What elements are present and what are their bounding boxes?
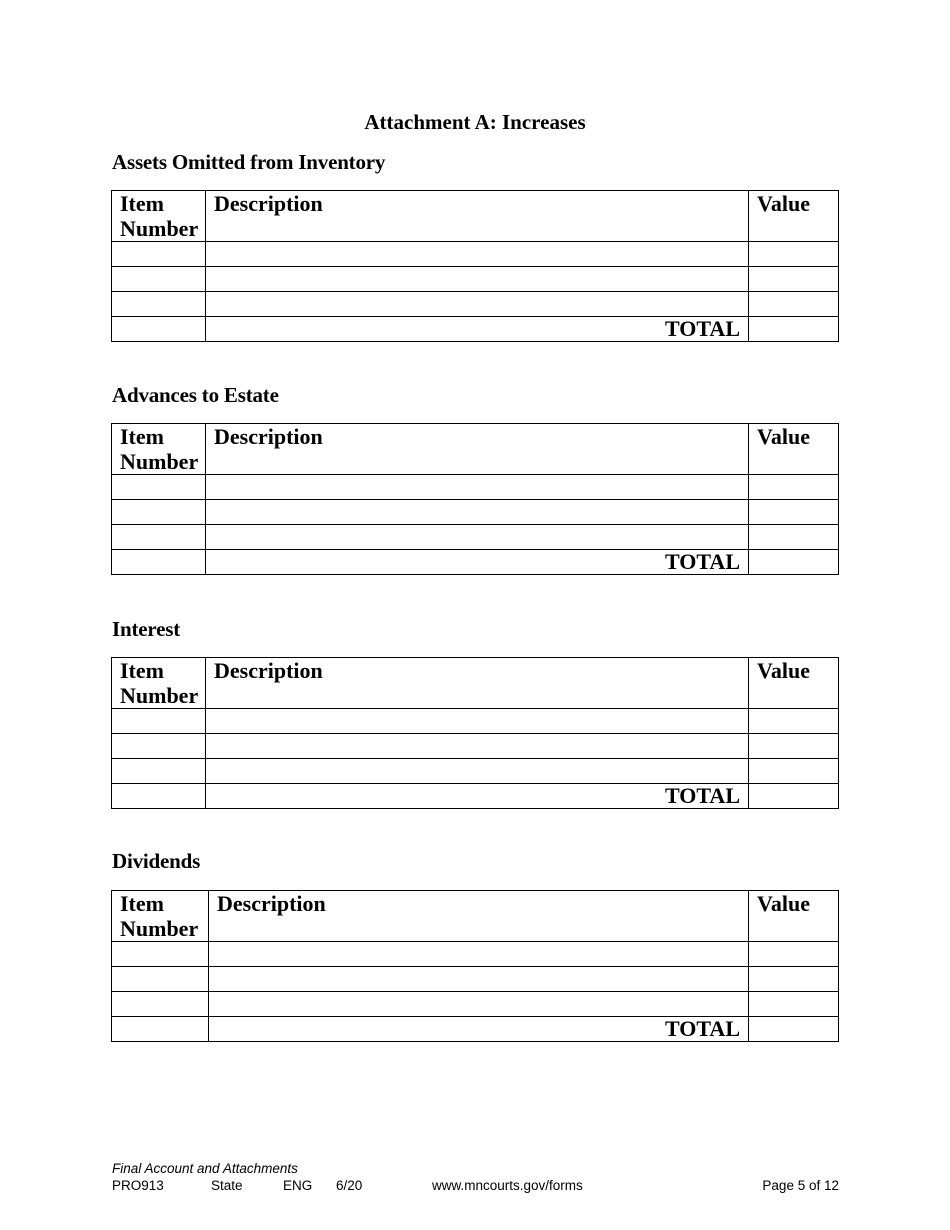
description-field[interactable]	[209, 992, 749, 1017]
total-item-cell	[112, 1017, 209, 1042]
section-heading-advances-to-estate: Advances to Estate	[112, 383, 279, 407]
table-row	[112, 759, 839, 784]
item-number-header: Item Number	[112, 191, 206, 242]
description-field[interactable]	[206, 500, 749, 525]
value-field[interactable]	[749, 709, 839, 734]
table-row	[112, 475, 839, 500]
total-row	[112, 1017, 839, 1042]
total-label: TOTAL	[206, 784, 749, 809]
item-number-field[interactable]	[112, 475, 206, 500]
value-field[interactable]	[749, 942, 839, 967]
footer-jurisdiction: State	[211, 1178, 243, 1193]
value-header: Value	[749, 658, 839, 709]
page-title: Attachment A: Increases	[364, 110, 586, 134]
total-row	[112, 784, 839, 809]
value-header: Value	[749, 424, 839, 475]
table-row	[112, 242, 839, 267]
description-field[interactable]	[209, 967, 749, 992]
total-item-cell	[112, 784, 206, 809]
item-number-field[interactable]	[112, 709, 206, 734]
total-value-field[interactable]	[749, 550, 839, 575]
item-number-field[interactable]	[112, 242, 206, 267]
description-field[interactable]	[206, 292, 749, 317]
total-label: TOTAL	[206, 317, 749, 342]
value-field[interactable]	[749, 242, 839, 267]
description-field[interactable]	[206, 709, 749, 734]
value-field[interactable]	[749, 992, 839, 1017]
item-number-field[interactable]	[112, 759, 206, 784]
advances-to-estate-table	[111, 423, 839, 575]
table-row	[112, 942, 839, 967]
footer-form-title: Final Account and Attachments	[112, 1161, 298, 1176]
value-field[interactable]	[749, 267, 839, 292]
section-heading-dividends: Dividends	[112, 849, 201, 873]
table-row	[112, 292, 839, 317]
interest-table	[111, 657, 839, 809]
footer-page-number: Page 5 of 12	[762, 1178, 839, 1193]
value-field[interactable]	[749, 967, 839, 992]
item-number-header: Item Number	[112, 658, 206, 709]
total-value-field[interactable]	[749, 784, 839, 809]
description-field[interactable]	[206, 759, 749, 784]
value-field[interactable]	[749, 759, 839, 784]
total-value-field[interactable]	[749, 1017, 839, 1042]
table-row	[112, 992, 839, 1017]
footer-website-link[interactable]: www.mncourts.gov/forms	[432, 1178, 583, 1193]
item-number-header: Item Number	[112, 891, 209, 942]
value-header: Value	[749, 891, 839, 942]
description-field[interactable]	[206, 475, 749, 500]
description-field[interactable]	[206, 242, 749, 267]
total-row	[112, 550, 839, 575]
table-row	[112, 267, 839, 292]
total-item-cell	[112, 550, 206, 575]
table-row	[112, 500, 839, 525]
item-number-field[interactable]	[112, 292, 206, 317]
item-number-field[interactable]	[112, 967, 209, 992]
table-row	[112, 967, 839, 992]
value-field[interactable]	[749, 500, 839, 525]
section-heading-assets-omitted: Assets Omitted from Inventory	[112, 150, 386, 174]
total-label: TOTAL	[209, 1017, 749, 1042]
description-header: Description	[206, 658, 749, 709]
item-number-field[interactable]	[112, 992, 209, 1017]
item-number-field[interactable]	[112, 942, 209, 967]
total-row	[112, 317, 839, 342]
table-row	[112, 709, 839, 734]
item-number-field[interactable]	[112, 525, 206, 550]
value-field[interactable]	[749, 525, 839, 550]
value-field[interactable]	[749, 734, 839, 759]
footer-info-line	[112, 1178, 839, 1196]
description-field[interactable]	[206, 734, 749, 759]
description-field[interactable]	[206, 525, 749, 550]
value-field[interactable]	[749, 292, 839, 317]
value-header: Value	[749, 191, 839, 242]
table-row	[112, 525, 839, 550]
item-number-header: Item Number	[112, 424, 206, 475]
description-header: Description	[209, 891, 749, 942]
table-header-row	[112, 658, 839, 709]
item-number-field[interactable]	[112, 267, 206, 292]
description-header: Description	[206, 424, 749, 475]
description-field[interactable]	[209, 942, 749, 967]
dividends-table	[111, 890, 839, 1042]
total-value-field[interactable]	[749, 317, 839, 342]
assets-omitted-table	[111, 190, 839, 342]
table-header-row	[112, 424, 839, 475]
item-number-field[interactable]	[112, 500, 206, 525]
description-field[interactable]	[206, 267, 749, 292]
total-item-cell	[112, 317, 206, 342]
footer-language: ENG	[283, 1178, 313, 1193]
value-field[interactable]	[749, 475, 839, 500]
description-header: Description	[206, 191, 749, 242]
total-label: TOTAL	[206, 550, 749, 575]
footer-revision: 6/20	[336, 1178, 363, 1193]
section-heading-interest: Interest	[112, 617, 180, 641]
item-number-field[interactable]	[112, 734, 206, 759]
table-row	[112, 734, 839, 759]
table-header-row	[112, 891, 839, 942]
table-header-row	[112, 191, 839, 242]
footer-form-code: PRO913	[112, 1178, 164, 1193]
